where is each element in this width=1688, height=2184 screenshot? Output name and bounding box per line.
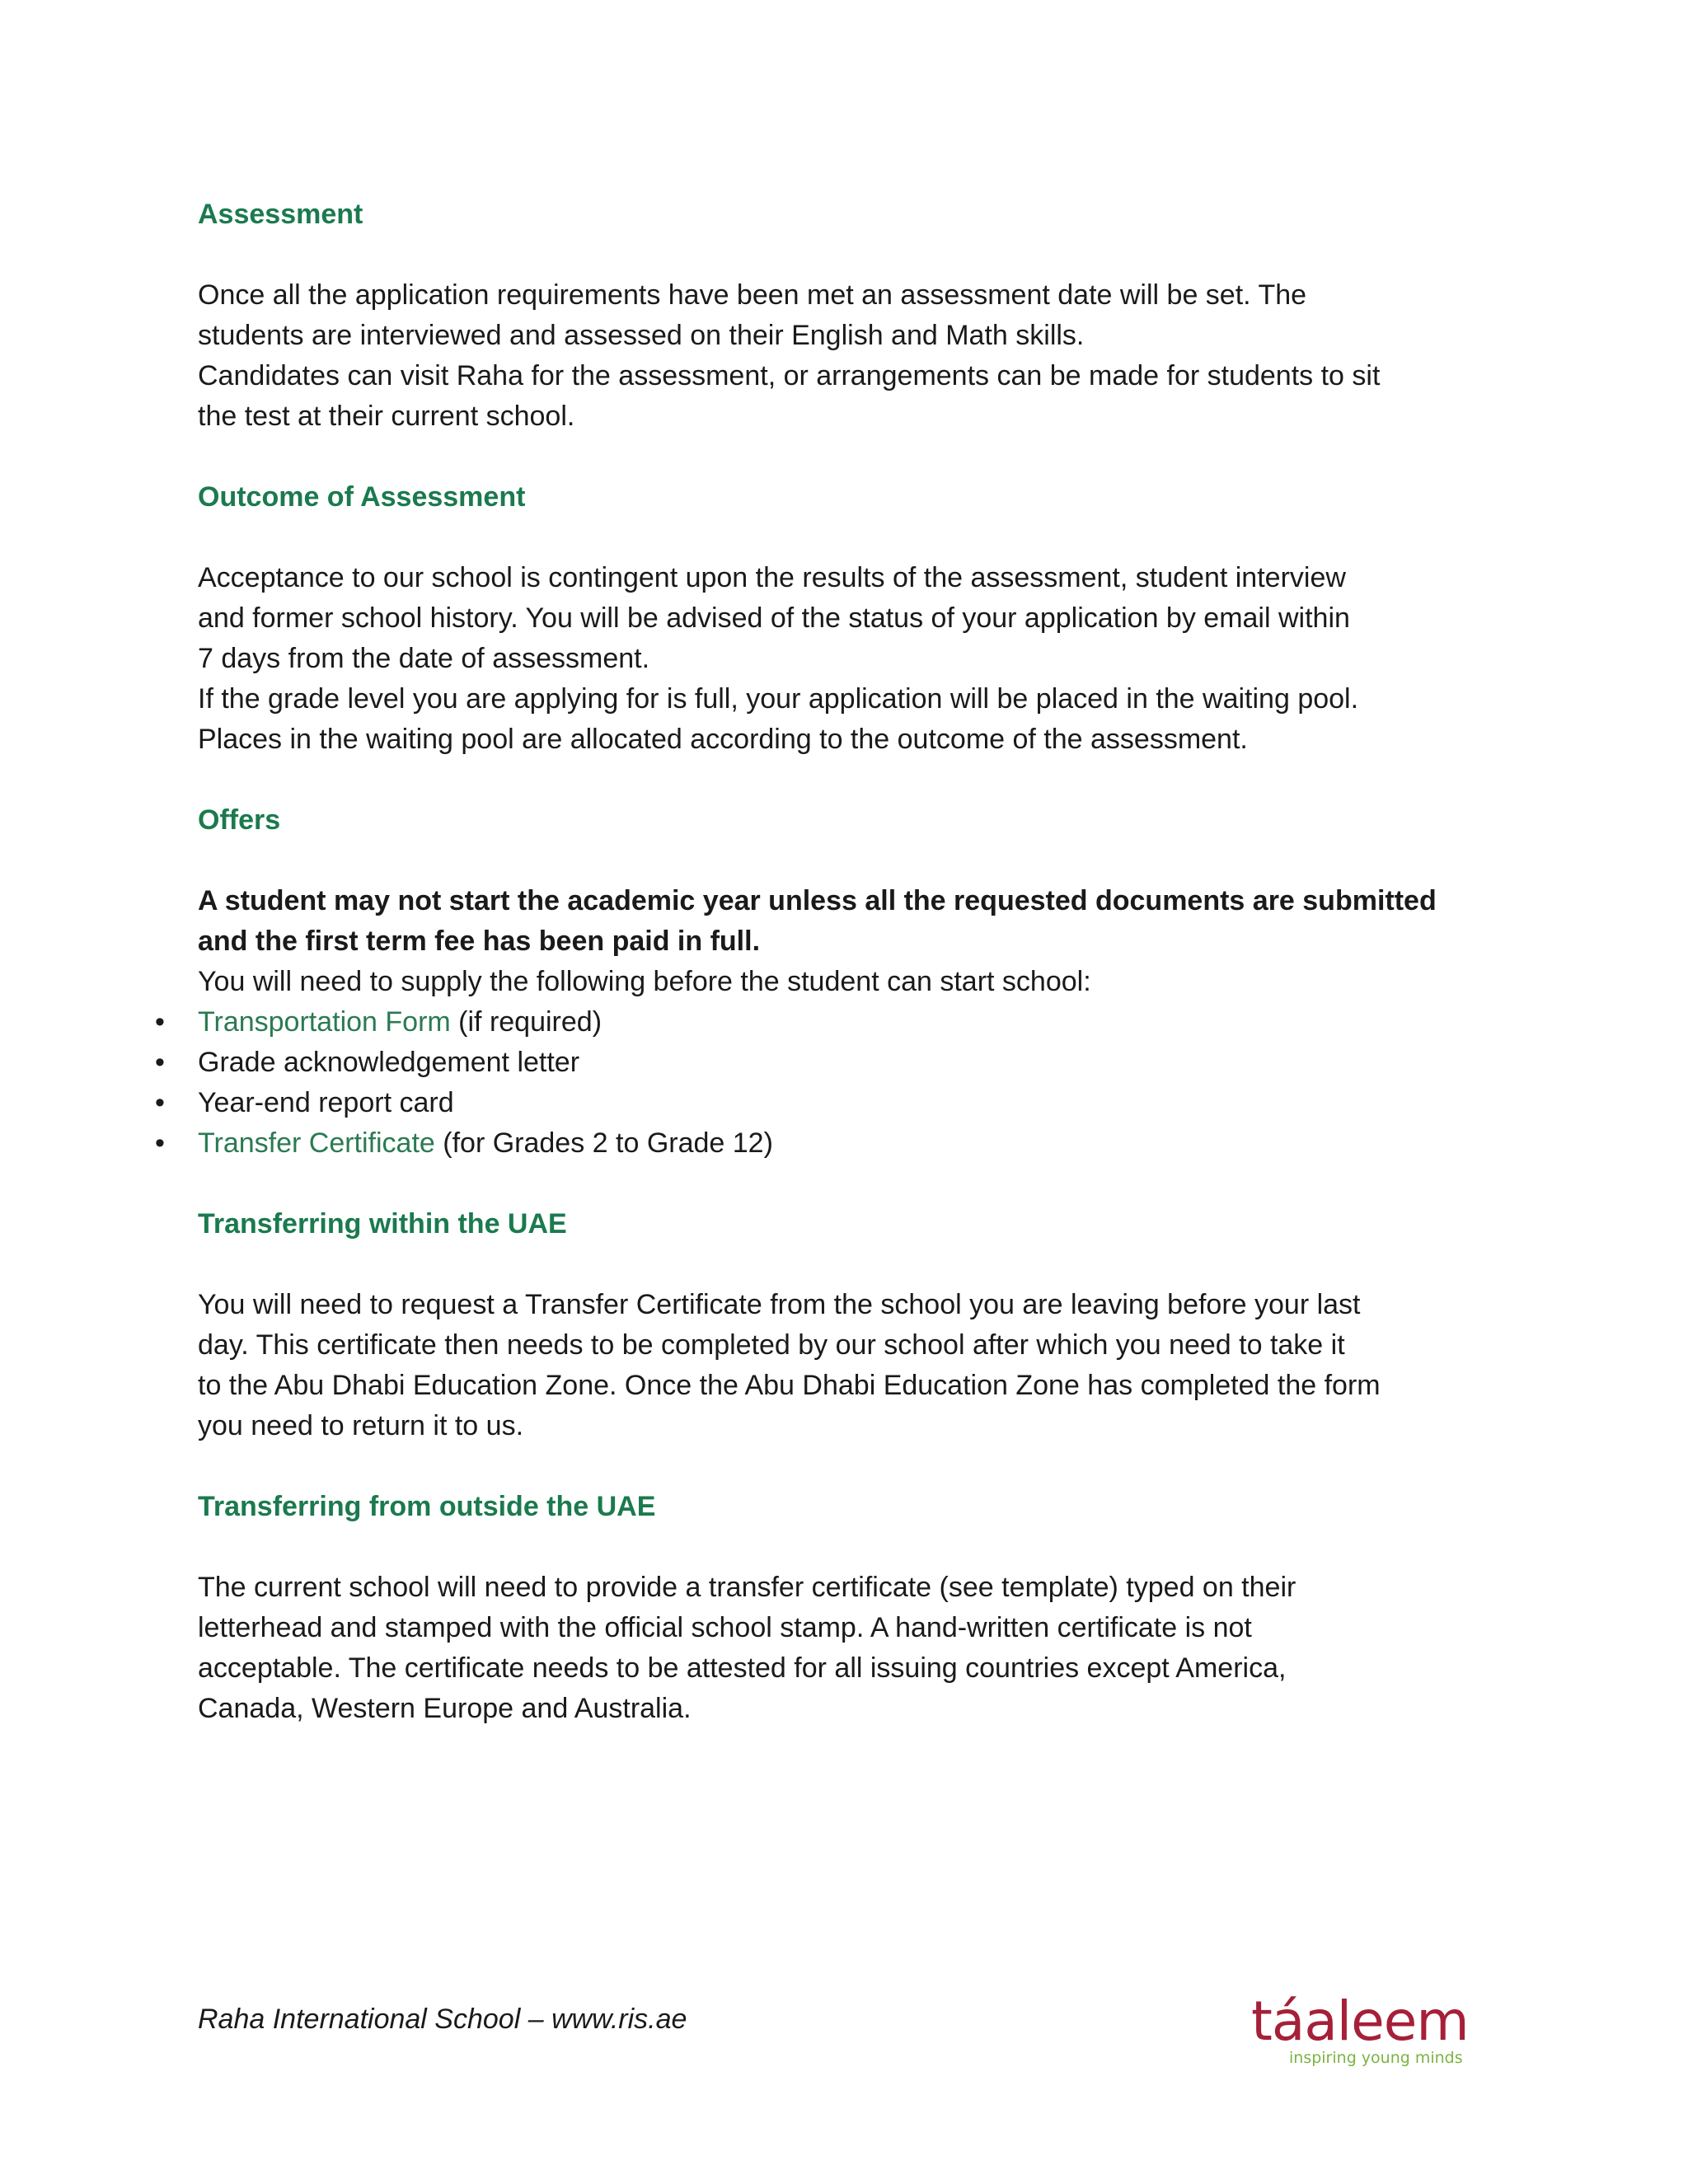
taaleem-logo: [1251, 1990, 1469, 2067]
assessment-heading: Assessment: [198, 199, 363, 230]
spacer: [198, 518, 1517, 558]
text-line: The current school will need to provide a transfer certificate (see template) typed on their: [198, 1572, 1296, 1603]
list-item-text: (if required): [450, 1006, 603, 1038]
text-line: If the grade level you are applying for is full, your application will be placed in the waiting pool.: [198, 683, 1359, 715]
list-item: [155, 1083, 1517, 1123]
logo-tagline: inspiring young minds: [1289, 2049, 1463, 2067]
offers-intro: You will need to supply the following before the student can start school:: [198, 966, 1091, 997]
spacer: [198, 1527, 1517, 1568]
transfer-certificate-link[interactable]: Transfer Certificate: [198, 1127, 435, 1159]
offers-requirement-notice: [198, 881, 1517, 962]
document-body: [155, 194, 1517, 1729]
bullet-icon: •: [155, 1047, 165, 1078]
text-line: and the first term fee has been paid in full.: [198, 926, 761, 957]
spacer: [198, 841, 1517, 881]
spacer: [198, 235, 1517, 275]
list-item-text: (for Grades 2 to Grade 12): [434, 1127, 773, 1159]
outside-uae-heading: Transferring from outside the UAE: [198, 1491, 656, 1522]
text-line: and former school history. You will be advised of the status of your application by email within: [198, 602, 1350, 634]
spacer: [198, 1164, 1517, 1204]
list-item-text: Grade acknowledgement letter: [198, 1047, 580, 1078]
within-uae-paragraph: [198, 1285, 1517, 1446]
text-line: A student may not start the academic year unless all the requested documents are submitted: [198, 885, 1437, 916]
spacer: [198, 437, 1517, 477]
bullet-icon: •: [155, 1127, 165, 1159]
text-line: Once all the application requirements have been met an assessment date will be set. The: [198, 279, 1307, 311]
list-item-text: Year-end report card: [198, 1087, 454, 1118]
text-line: day. This certificate then needs to be completed by our school after which you need to take it: [198, 1329, 1345, 1361]
text-line: letterhead and stamped with the official school stamp. A hand-written certificate is not: [198, 1612, 1252, 1643]
text-line: Places in the waiting pool are allocated according to the outcome of the assessment.: [198, 724, 1248, 755]
text-line: Candidates can visit Raha for the assessment, or arrangements can be made for students to sit: [198, 360, 1381, 391]
list-item: [155, 1043, 1517, 1083]
text-line: acceptable. The certificate needs to be attested for all issuing countries except America,: [198, 1652, 1287, 1684]
bullet-icon: •: [155, 1087, 165, 1118]
spacer: [198, 760, 1517, 800]
text-line: 7 days from the date of assessment.: [198, 643, 650, 674]
logo-wordmark: táaleem: [1251, 1990, 1469, 2053]
text-line: the test at their current school.: [198, 401, 575, 432]
within-uae-heading: Transferring within the UAE: [198, 1208, 567, 1240]
transportation-form-link[interactable]: Transportation Form: [198, 1006, 451, 1038]
bullet-icon: •: [155, 1006, 165, 1038]
text-line: you need to return it to us.: [198, 1410, 524, 1441]
footer-school-name: Raha International School – www.ris.ae: [198, 2004, 687, 2035]
spacer: [198, 1446, 1517, 1487]
text-line: Canada, Western Europe and Australia.: [198, 1693, 692, 1724]
list-item: [155, 1002, 1517, 1043]
outcome-paragraph-2: [198, 679, 1517, 760]
text-line: Acceptance to our school is contingent upon the results of the assessment, student interview: [198, 562, 1346, 593]
outside-uae-paragraph: [198, 1568, 1517, 1729]
offers-heading: Offers: [198, 804, 281, 836]
spacer: [198, 1244, 1517, 1285]
assessment-paragraph-1: [198, 275, 1517, 356]
list-item: [155, 1123, 1517, 1164]
assessment-paragraph-2: [198, 356, 1517, 437]
outcome-heading: Outcome of Assessment: [198, 481, 526, 513]
text-line: You will need to request a Transfer Certificate from the school you are leaving before your last: [198, 1289, 1361, 1320]
required-documents-list: [155, 1002, 1517, 1164]
text-line: to the Abu Dhabi Education Zone. Once the Abu Dhabi Education Zone has completed the form: [198, 1370, 1381, 1401]
outcome-paragraph-1: [198, 558, 1517, 679]
text-line: students are interviewed and assessed on their English and Math skills.: [198, 320, 1085, 351]
